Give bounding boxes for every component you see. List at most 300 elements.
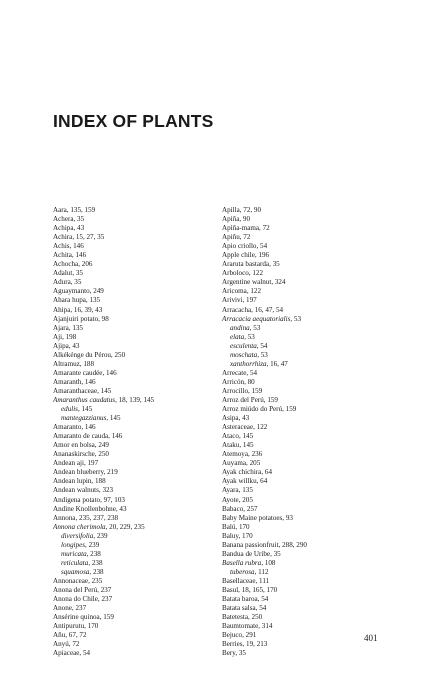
index-entry-name: diversifolia bbox=[61, 531, 94, 540]
index-entry-pages: , 122 bbox=[253, 423, 268, 432]
index-entry bbox=[53, 260, 223, 269]
index-entry-name: Amaranto de cauda bbox=[53, 432, 109, 441]
index-entry-pages: , 53 bbox=[249, 323, 261, 332]
index-entry-name: Ayak chichira bbox=[222, 468, 262, 477]
index-entry-pages: , 198 bbox=[62, 332, 77, 341]
index-entry-pages: , 205 bbox=[246, 459, 261, 468]
index-entry bbox=[53, 315, 223, 324]
index-entry-pages: , 206 bbox=[78, 260, 93, 269]
index-entry-pages: , 159 bbox=[248, 386, 263, 395]
index-entry bbox=[53, 450, 223, 459]
index-entry-pages: , 235 bbox=[88, 576, 103, 585]
index-entry-name: andina bbox=[230, 323, 250, 332]
index-entry-name: Andean blueberry bbox=[53, 468, 104, 477]
index-entry-name: elata bbox=[230, 332, 245, 341]
index-entry-pages: , 135, 159 bbox=[66, 206, 96, 214]
index-entry-name: Argentine walnut bbox=[222, 278, 272, 287]
index-entry-name: Arivivi bbox=[222, 296, 243, 305]
index-entry-name: Amaranto bbox=[53, 423, 82, 432]
index-entry-pages: , 196 bbox=[254, 251, 270, 260]
index-entry-name: Ajara bbox=[53, 323, 69, 332]
index-entry-pages: , 250 bbox=[110, 350, 126, 359]
index-entry bbox=[222, 206, 392, 215]
index-entry bbox=[222, 315, 392, 324]
index-entry bbox=[222, 649, 392, 658]
index-entry-name: Amor en bolsa bbox=[53, 441, 95, 450]
index-entry-pages: , 72 bbox=[68, 640, 80, 649]
index-entry bbox=[222, 423, 392, 432]
index-entry-pages: , 145 bbox=[97, 386, 112, 395]
index-entry bbox=[222, 224, 392, 233]
index-entry-pages: , 19, 213 bbox=[242, 640, 268, 649]
index-entry bbox=[53, 541, 223, 550]
index-entry-name: Andine Knollenbohne bbox=[53, 504, 116, 513]
index-entry-pages: , 146 bbox=[102, 368, 117, 377]
index-entry bbox=[222, 333, 392, 342]
index-entry-pages: , 145 bbox=[238, 432, 254, 441]
index-entry bbox=[53, 432, 223, 441]
index-entry-name: Anone bbox=[53, 604, 72, 613]
index-entry-name: Aji bbox=[53, 332, 63, 341]
index-entry-pages: , 111 bbox=[255, 576, 270, 585]
index-entry-name: Alkékénge du Pérou bbox=[53, 350, 111, 359]
index-entry bbox=[53, 423, 223, 432]
index-entry-name: reticulata bbox=[61, 558, 89, 567]
index-entry bbox=[53, 414, 223, 423]
index-entry-name: Andean walnuts bbox=[53, 486, 99, 495]
index-entry bbox=[222, 586, 392, 595]
index-entry-pages: , 146 bbox=[81, 423, 96, 432]
index-entry-name: Balú bbox=[222, 522, 236, 531]
index-entry-name: Arricón bbox=[222, 377, 245, 386]
index-entry-pages: , 35 bbox=[235, 649, 246, 658]
index-entry-pages: , 239 bbox=[93, 531, 108, 540]
index-entry-pages: , 93 bbox=[282, 513, 293, 522]
index-entry-pages: , 18, 139, 145 bbox=[115, 395, 155, 404]
index-entry bbox=[222, 468, 392, 477]
index-entry bbox=[222, 559, 392, 568]
index-entry bbox=[222, 396, 392, 405]
index-entry bbox=[53, 523, 223, 532]
index-entry-name: Arrocillo bbox=[222, 386, 249, 395]
index-entry-name: Antipurutu bbox=[53, 622, 85, 631]
index-entry-name: xanthorrhiza bbox=[230, 359, 267, 368]
index-entry-name: Achipa bbox=[53, 224, 74, 233]
index-entry-pages: , 314 bbox=[258, 622, 273, 631]
index-entry-name: mantegazzianus bbox=[61, 414, 107, 423]
index-entry-pages: , 108 bbox=[261, 558, 276, 567]
index-entry bbox=[222, 233, 392, 242]
index-entry-name: Araruta bastarda bbox=[222, 260, 270, 269]
index-entry bbox=[222, 595, 392, 604]
index-entry bbox=[53, 550, 223, 559]
index-entry bbox=[53, 396, 223, 405]
index-entry bbox=[222, 251, 392, 260]
index-entry bbox=[53, 206, 223, 215]
index-entry-pages: , 43 bbox=[73, 224, 85, 233]
index-entry-name: Ataco bbox=[222, 432, 239, 441]
index-entry-name: Adalut bbox=[53, 269, 73, 278]
index-entry bbox=[53, 505, 223, 514]
index-entry-name: Bery bbox=[222, 649, 236, 658]
index-entry bbox=[222, 351, 392, 360]
index-entry-name: Apilla bbox=[222, 206, 240, 214]
index-entry bbox=[53, 631, 223, 640]
index-entry-pages: , 122 bbox=[246, 287, 262, 296]
index-entry bbox=[53, 306, 223, 315]
index-entry-pages: , 145 bbox=[239, 441, 254, 450]
index-entry-pages: , 197 bbox=[242, 296, 257, 305]
index-entry bbox=[53, 342, 223, 351]
index-entry-pages: , 249 bbox=[94, 441, 109, 450]
index-entry-name: Arroz miúdo do Perú bbox=[222, 405, 283, 414]
index-entry-pages: , 324 bbox=[271, 278, 286, 287]
index-entry-name: Berries bbox=[222, 640, 243, 649]
index-entry-pages: , 291 bbox=[242, 631, 257, 640]
index-entry-name: squamosa bbox=[61, 567, 90, 576]
index-entry bbox=[53, 233, 223, 242]
index-entry-pages: , 35 bbox=[270, 549, 281, 558]
index-entry-pages: , 145 bbox=[77, 405, 93, 414]
index-entry-name: Ayara bbox=[222, 486, 239, 495]
index-entry-name: Annona bbox=[53, 513, 76, 522]
index-entry-name: Auyama bbox=[222, 459, 247, 468]
index-entry bbox=[53, 559, 223, 568]
index-entry bbox=[222, 550, 392, 559]
index-entry-name: Asipa bbox=[222, 414, 239, 423]
index-entry bbox=[53, 287, 223, 296]
index-entry-name: Annonaceae bbox=[53, 576, 89, 585]
index-entry bbox=[222, 242, 392, 251]
index-entry-name: Andigena potato bbox=[53, 495, 101, 504]
index-entry-pages: , 146 bbox=[81, 377, 96, 386]
index-entry-pages: , 72, 90 bbox=[239, 206, 262, 214]
index-entry-name: Ananaskirsche bbox=[53, 450, 95, 459]
index-entry-name: Batata salsa bbox=[222, 604, 256, 613]
index-entry-pages: , 250 bbox=[248, 613, 263, 622]
index-entry-name: Adura bbox=[53, 278, 71, 287]
index-entry-pages: , 188 bbox=[79, 359, 94, 368]
index-entry bbox=[222, 306, 392, 315]
index-entry bbox=[222, 577, 392, 586]
index-entry-pages: , 188 bbox=[91, 477, 106, 486]
index-entry-name: Atemoya bbox=[222, 450, 249, 459]
index-entry bbox=[222, 405, 392, 414]
index-entry-pages: , 54 bbox=[79, 649, 91, 658]
index-entry bbox=[53, 468, 223, 477]
index-entry-name: Apple chile bbox=[222, 251, 255, 260]
index-entry-pages: , 16, 47, 54 bbox=[251, 305, 284, 314]
index-entry-pages: , 205 bbox=[238, 495, 253, 504]
index-entry-pages: , 54 bbox=[257, 595, 269, 604]
index-entry-pages: , 250 bbox=[94, 450, 109, 459]
index-entry-name: Anona del Perú bbox=[53, 585, 98, 594]
index-entry bbox=[53, 441, 223, 450]
index-entry bbox=[222, 496, 392, 505]
index-entry-pages: , 72 bbox=[259, 224, 270, 233]
page-title: INDEX OF PLANTS bbox=[53, 111, 214, 131]
index-entry bbox=[53, 378, 223, 387]
index-entry-pages: , 159 bbox=[282, 405, 297, 414]
index-entry-pages: , 249 bbox=[89, 287, 104, 296]
index-entry bbox=[222, 215, 392, 224]
index-entry-pages: , 54 bbox=[256, 242, 268, 251]
index-entry-name: Achis bbox=[53, 242, 70, 251]
index-entry-pages: , 20, 229, 235 bbox=[105, 522, 145, 531]
index-entry-pages: , 237 bbox=[71, 604, 87, 613]
index-entry-pages: , 15, 27, 35 bbox=[72, 233, 105, 242]
index-entry-pages: , 35 bbox=[269, 260, 280, 269]
index-entry-pages: , 90 bbox=[239, 215, 250, 224]
index-entry-name: Bandua de Uribe bbox=[222, 549, 271, 558]
index-entry bbox=[53, 369, 223, 378]
index-entry-name: Arrecate bbox=[222, 368, 247, 377]
index-entry-pages: , 146 bbox=[69, 242, 84, 251]
index-entry bbox=[222, 414, 392, 423]
index-entry-pages: , 67, 72 bbox=[65, 631, 87, 640]
index-entry bbox=[222, 486, 392, 495]
index-entry-pages: , 238 bbox=[86, 549, 101, 558]
index-entry-name: Altramuz bbox=[53, 359, 80, 368]
index-entry bbox=[53, 296, 223, 305]
index-entry-pages: , 54 bbox=[246, 368, 258, 377]
index-entry bbox=[53, 568, 223, 577]
index-entry-pages: , 257 bbox=[243, 504, 258, 513]
index-entry-pages: , 43 bbox=[68, 341, 80, 350]
index-entry-name: Baby Maine potatoes bbox=[222, 513, 283, 522]
index-entry-pages: , 238 bbox=[89, 567, 104, 576]
index-entry-pages: , 159 bbox=[99, 613, 114, 622]
index-entry bbox=[53, 595, 223, 604]
index-entry bbox=[53, 215, 223, 224]
index-entry-name: Batata baroa bbox=[222, 595, 258, 604]
index-entry-name: Annona cherimola bbox=[53, 522, 106, 531]
page-number: 401 bbox=[364, 633, 378, 643]
index-entry bbox=[53, 586, 223, 595]
index-entry-name: Ajipa bbox=[53, 341, 69, 350]
index-entry-pages: , 35 bbox=[73, 215, 85, 224]
index-entry bbox=[222, 432, 392, 441]
index-entry-pages: , 170 bbox=[235, 522, 250, 531]
index-entry-name: Amaranthaceae bbox=[53, 386, 98, 395]
index-entry-pages: , 135 bbox=[238, 486, 253, 495]
index-entry-name: Basul bbox=[222, 585, 239, 594]
index-entry-pages: , 323 bbox=[98, 486, 114, 495]
index-entry-name: Anyú bbox=[53, 640, 69, 649]
index-entry bbox=[53, 251, 223, 260]
index-entry-pages: , 43 bbox=[115, 504, 127, 513]
index-entry-name: Ayak willku bbox=[222, 477, 257, 486]
index-entry-pages: , 238 bbox=[88, 558, 103, 567]
index-entry-pages: , 239 bbox=[85, 540, 100, 549]
index-entry-name: moschata bbox=[230, 350, 258, 359]
index-entry-pages: , 288, 290 bbox=[278, 540, 307, 549]
index-entry-pages: , 122 bbox=[248, 269, 263, 278]
index-column-left bbox=[53, 206, 223, 658]
index-entry bbox=[53, 405, 223, 414]
index-entry-name: Bejuco bbox=[222, 631, 243, 640]
index-entry-pages: , 170 bbox=[84, 622, 99, 631]
index-entry bbox=[222, 613, 392, 622]
index-entry bbox=[222, 287, 392, 296]
index-entry-pages: , 146 bbox=[108, 432, 123, 441]
index-entry-pages: , 98 bbox=[98, 314, 109, 323]
index-entry-name: Achocha bbox=[53, 260, 79, 269]
index-entry-name: Achira bbox=[53, 233, 73, 242]
index-entry-pages: , 80 bbox=[244, 377, 255, 386]
index-entry bbox=[222, 604, 392, 613]
index-entry bbox=[53, 224, 223, 233]
index-entry bbox=[222, 342, 392, 351]
index-entry bbox=[53, 514, 223, 523]
index-entry bbox=[53, 387, 223, 396]
index-entry-name: Ansérine quinoa bbox=[53, 613, 100, 622]
index-entry bbox=[222, 269, 392, 278]
index-entry bbox=[222, 387, 392, 396]
index-entry bbox=[53, 324, 223, 333]
index-entry-name: Añu bbox=[53, 631, 66, 640]
index-entry bbox=[53, 351, 223, 360]
index-entry-pages: , 135 bbox=[85, 296, 101, 305]
index-entry bbox=[53, 640, 223, 649]
index-entry-pages: , 197 bbox=[83, 459, 99, 468]
index-entry-name: Arracacia aequatorialis bbox=[222, 314, 291, 323]
index-entry bbox=[222, 260, 392, 269]
index-entry-name: Arracacha bbox=[222, 305, 252, 314]
index-entry-pages: , 135 bbox=[68, 323, 83, 332]
index-entry-name: Basella rubra bbox=[222, 558, 262, 567]
index-entry-name: Andean aji bbox=[53, 459, 84, 468]
index-entry-pages: , 16, 47 bbox=[266, 359, 288, 368]
index-entry bbox=[222, 514, 392, 523]
index-entry bbox=[53, 496, 223, 505]
index-entry-pages: , 64 bbox=[256, 477, 268, 486]
index-entry-name: Arboloco bbox=[222, 269, 249, 278]
index-entry-name: Ahara hupa bbox=[53, 296, 86, 305]
index-entry-name: Asteraceae bbox=[222, 423, 254, 432]
index-entry bbox=[222, 622, 392, 631]
index-entry-name: Batetesta bbox=[222, 613, 248, 622]
index-entry-name: Apiña bbox=[222, 215, 240, 224]
index-entry-name: muricata bbox=[61, 549, 87, 558]
index-entry-name: Ajanjuiri potato bbox=[53, 314, 99, 323]
index-entry-name: tuberosa bbox=[230, 567, 255, 576]
index-entry-name: Arroz del Perú bbox=[222, 395, 264, 404]
index-entry-name: Apio criollo bbox=[222, 242, 257, 251]
index-entry-name: Baluy bbox=[222, 531, 239, 540]
index-entry-pages: , 35 bbox=[70, 278, 82, 287]
index-entry-pages: , 64 bbox=[261, 468, 272, 477]
index-entry bbox=[222, 324, 392, 333]
index-entry-pages: , 145 bbox=[106, 414, 121, 423]
index-entry bbox=[222, 296, 392, 305]
index-entry bbox=[222, 369, 392, 378]
index-entry-name: Ataku bbox=[222, 441, 240, 450]
index-entry-name: Banana passionfruit bbox=[222, 540, 279, 549]
index-entry-pages: , 170 bbox=[238, 531, 253, 540]
index-entry-name: Aricoma bbox=[222, 287, 247, 296]
index-entry bbox=[222, 541, 392, 550]
index-entry bbox=[222, 450, 392, 459]
index-entry bbox=[222, 505, 392, 514]
index-entry-name: Amaranthus caudatus bbox=[53, 395, 116, 404]
index-entry bbox=[222, 568, 392, 577]
index-entry bbox=[53, 477, 223, 486]
index-entry-pages: , 35 bbox=[72, 269, 83, 278]
index-entry bbox=[53, 459, 223, 468]
index-entry bbox=[53, 360, 223, 369]
index-entry bbox=[222, 278, 392, 287]
index-entry-name: Basellaceae bbox=[222, 576, 256, 585]
index-entry-pages: , 97, 103 bbox=[100, 495, 125, 504]
index-entry-pages: , 54 bbox=[256, 341, 268, 350]
index-entry-name: Andean lupin bbox=[53, 477, 92, 486]
index-entry bbox=[53, 333, 223, 342]
index-entry bbox=[222, 378, 392, 387]
index-entry-name: Baumtomate bbox=[222, 622, 259, 631]
index-entry-name: esculenta bbox=[230, 341, 257, 350]
index-entry-pages: , 53 bbox=[290, 314, 302, 323]
index-entry-name: Apiñu bbox=[222, 233, 240, 242]
index-entry bbox=[53, 278, 223, 287]
index-entry-name: Achita bbox=[53, 251, 72, 260]
index-entry-pages: , 146 bbox=[71, 251, 87, 260]
index-entry-name: edulis bbox=[61, 405, 78, 414]
index-entry-name: Ayote bbox=[222, 495, 239, 504]
index-entry-pages: , 235, 237, 238 bbox=[75, 513, 119, 522]
index-entry-pages: , 219 bbox=[103, 468, 118, 477]
index-entry bbox=[53, 242, 223, 251]
index-entry bbox=[53, 613, 223, 622]
index-entry-pages: , 18, 165, 170 bbox=[238, 585, 278, 594]
index-entry-name: Babaco bbox=[222, 504, 244, 513]
index-entry bbox=[53, 604, 223, 613]
index-entry-pages: , 237 bbox=[97, 595, 113, 604]
index-entry-name: Apiña-mama bbox=[222, 224, 260, 233]
index-entry-name: Anona do Chile bbox=[53, 595, 98, 604]
index-entry bbox=[222, 441, 392, 450]
index-entry-name: Amarante caudée bbox=[53, 368, 103, 377]
index-column-right bbox=[222, 206, 392, 658]
index-entry bbox=[53, 269, 223, 278]
index-entry bbox=[53, 486, 223, 495]
index-entry-name: longipes bbox=[61, 540, 86, 549]
index-entry-name: Amaranth bbox=[53, 377, 82, 386]
index-entry-pages: , 16, 39, 43 bbox=[70, 305, 103, 314]
index-entry-pages: , 236 bbox=[248, 450, 263, 459]
index-entry bbox=[53, 577, 223, 586]
index-entry bbox=[53, 532, 223, 541]
index-entry-name: Achera bbox=[53, 215, 74, 224]
index-entry bbox=[222, 459, 392, 468]
index-entry-name: Ahipa bbox=[53, 305, 71, 314]
index-entry-name: Aara bbox=[53, 206, 67, 214]
index-entry-pages: , 72 bbox=[239, 233, 251, 242]
index-entry bbox=[53, 649, 223, 658]
index-entry bbox=[222, 360, 392, 369]
index-entry bbox=[222, 532, 392, 541]
index-entry-pages: , 54 bbox=[255, 604, 267, 613]
index-entry-pages: , 159 bbox=[263, 395, 278, 404]
index-entry-pages: , 53 bbox=[257, 350, 268, 359]
index-entry bbox=[53, 622, 223, 631]
index-entry-pages: , 112 bbox=[254, 567, 269, 576]
index-entry-pages: , 53 bbox=[244, 332, 255, 341]
index-entry bbox=[222, 477, 392, 486]
index-entry-name: Apiaceae bbox=[53, 649, 80, 658]
index-entry bbox=[222, 523, 392, 532]
index-entry-pages: , 43 bbox=[238, 414, 250, 423]
